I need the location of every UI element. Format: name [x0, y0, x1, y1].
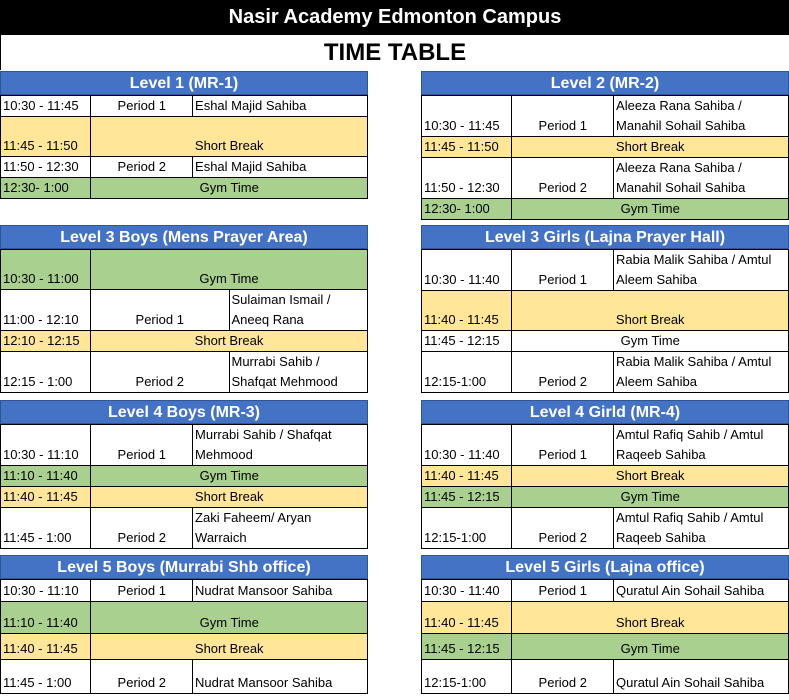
period-row [422, 508, 789, 549]
time-cell: 10:30 - 11:45 [422, 96, 512, 137]
time-cell: 12:30- 1:00 [422, 199, 512, 220]
time-cell: 11:40 - 11:45 [1, 634, 91, 660]
short-break-cell: Short Break [512, 291, 789, 331]
gym-time-cell: Gym Time [512, 199, 789, 220]
teacher-cell: Murrabi Sahib / Shafqat Mehmood [193, 425, 368, 466]
time-cell: 12:15-1:00 [422, 508, 512, 549]
period-row [1, 580, 368, 602]
period-cell: Period 2 [91, 157, 193, 178]
gym-row [422, 634, 789, 660]
teacher-cell: Aleeza Rana Sahiba / Manahil Sohail Sahiba [614, 158, 789, 199]
gym-row [422, 199, 789, 220]
page-title: TIME TABLE [0, 35, 789, 70]
gym-time-cell: Gym Time [512, 487, 789, 508]
break-row [1, 634, 368, 660]
school-title: Nasir Academy Edmonton Campus [0, 0, 789, 35]
gym-row [1, 178, 368, 199]
timetable-grid [421, 579, 789, 694]
period-cell: Period 1 [91, 96, 193, 117]
period-row [1, 352, 368, 393]
section-header: Level 5 Girls (Lajna office) [421, 555, 789, 579]
period-cell: Period 2 [512, 660, 614, 694]
section-level-4-boys [0, 400, 368, 549]
gym-row [422, 487, 789, 508]
time-cell: 10:30 - 11:40 [422, 580, 512, 602]
gym-time-cell: Gym Time [512, 634, 789, 660]
section-header: Level 4 Boys (MR-3) [0, 400, 368, 424]
time-cell: 11:45 - 11:50 [422, 137, 512, 158]
gym-time-cell: Gym Time [91, 466, 368, 487]
section-header: Level 3 Boys (Mens Prayer Area) [0, 225, 368, 249]
section-level-4-girls [421, 400, 789, 549]
section-header: Level 1 (MR-1) [0, 71, 368, 95]
period-row [1, 96, 368, 117]
teacher-cell: Nudrat Mansoor Sahiba [193, 660, 368, 694]
period-row [422, 425, 789, 466]
break-row [422, 137, 789, 158]
section-header: Level 4 Girld (MR-4) [421, 400, 789, 424]
teacher-cell: Amtul Rafiq Sahib / Amtul Raqeeb Sahiba [614, 508, 789, 549]
timetable-grid [0, 424, 368, 549]
time-cell: 11:45 - 12:15 [422, 634, 512, 660]
time-cell: 11:10 - 11:40 [1, 466, 91, 487]
short-break-cell: Short Break [512, 602, 789, 634]
section-level-3-boys [0, 225, 368, 393]
section-level-5-boys [0, 555, 368, 694]
period-row [422, 96, 789, 137]
section-header: Level 5 Boys (Murrabi Shb office) [0, 555, 368, 579]
short-break-cell: Short Break [91, 487, 368, 508]
break-row [1, 331, 368, 352]
break-row [1, 487, 368, 508]
teacher-cell: Zaki Faheem/ Aryan Warraich [193, 508, 368, 549]
period-cell: Period 1 [91, 425, 193, 466]
time-cell: 10:30 - 11:10 [1, 580, 91, 602]
period-row [1, 290, 368, 331]
gym-time-cell: Gym Time [91, 250, 368, 290]
time-cell: 11:40 - 11:45 [422, 291, 512, 331]
teacher-cell: Quratul Ain Sohail Sahiba [614, 580, 789, 602]
teacher-cell: Rabia Malik Sahiba / Amtul Aleem Sahiba [614, 352, 789, 393]
time-cell: 11:10 - 11:40 [1, 602, 91, 634]
time-cell: 11:45 - 1:00 [1, 508, 91, 549]
time-cell: 11:00 - 12:10 [1, 290, 91, 331]
section-header: Level 2 (MR-2) [421, 71, 789, 95]
short-break-cell: Short Break [91, 634, 368, 660]
time-cell: 12:30- 1:00 [1, 178, 91, 199]
short-break-cell: Short Break [512, 466, 789, 487]
period-row [422, 158, 789, 199]
time-cell: 11:40 - 11:45 [422, 602, 512, 634]
teacher-cell: Murrabi Sahib / Shafqat Mehmood [229, 352, 368, 393]
period-cell: Period 1 [512, 250, 614, 291]
time-cell: 11:45 - 12:15 [422, 487, 512, 508]
time-cell: 10:30 - 11:00 [1, 250, 91, 290]
section-level-1 [0, 71, 368, 199]
time-cell: 10:30 - 11:40 [422, 425, 512, 466]
period-cell: Period 2 [91, 660, 193, 694]
period-cell: Period 2 [512, 158, 614, 199]
time-cell: 10:30 - 11:45 [1, 96, 91, 117]
period-row [1, 660, 368, 694]
period-cell: Period 1 [91, 580, 193, 602]
period-row [1, 425, 368, 466]
teacher-cell: Aleeza Rana Sahiba / Manahil Sohail Sahiba [614, 96, 789, 137]
period-cell: Period 2 [512, 352, 614, 393]
period-row [422, 660, 789, 694]
section-level-3-girls [421, 225, 789, 393]
time-cell: 12:15-1:00 [422, 352, 512, 393]
period-row [422, 250, 789, 291]
teacher-cell: Quratul Ain Sohail Sahiba [614, 660, 789, 694]
period-cell: Period 2 [91, 508, 193, 549]
time-cell: 10:30 - 11:40 [422, 250, 512, 291]
break-row [1, 117, 368, 157]
timetable-grid [0, 249, 368, 393]
period-row [422, 352, 789, 393]
time-cell: 12:10 - 12:15 [1, 331, 91, 352]
period-cell: Period 2 [512, 508, 614, 549]
time-cell: 11:50 - 12:30 [422, 158, 512, 199]
break-row [422, 291, 789, 331]
section-level-2 [421, 71, 789, 220]
timetable-grid [0, 95, 368, 199]
section-header: Level 3 Girls (Lajna Prayer Hall) [421, 225, 789, 249]
time-cell: 11:50 - 12:30 [1, 157, 91, 178]
time-cell: 11:40 - 11:45 [422, 466, 512, 487]
gym-row [1, 466, 368, 487]
timetable-grid [421, 249, 789, 393]
teacher-cell: Nudrat Mansoor Sahiba [193, 580, 368, 602]
period-row [1, 508, 368, 549]
short-break-cell: Short Break [91, 331, 368, 352]
teacher-cell: Eshal Majid Sahiba [193, 96, 368, 117]
gym-time-cell: Gym Time [91, 602, 368, 634]
gym-row [1, 602, 368, 634]
break-row [422, 466, 789, 487]
teacher-cell: Eshal Majid Sahiba [193, 157, 368, 178]
gym-time-cell: Gym Time [91, 178, 368, 199]
period-row [1, 157, 368, 178]
teacher-cell: Sulaiman Ismail / Aneeq Rana [229, 290, 368, 331]
time-cell: 11:45 - 12:15 [422, 331, 512, 352]
period-cell: Period 1 [91, 290, 230, 331]
gym-row [422, 331, 789, 352]
teacher-cell: Rabia Malik Sahiba / Amtul Aleem Sahiba [614, 250, 789, 291]
short-break-cell: Short Break [91, 117, 368, 157]
period-cell: Period 2 [91, 352, 230, 393]
period-cell: Period 1 [512, 96, 614, 137]
time-cell: 11:45 - 11:50 [1, 117, 91, 157]
time-cell: 11:45 - 1:00 [1, 660, 91, 694]
timetable-grid [0, 579, 368, 694]
timetable-grid [421, 95, 789, 220]
short-break-cell: Short Break [512, 137, 789, 158]
period-row [422, 580, 789, 602]
break-row [422, 602, 789, 634]
time-cell: 10:30 - 11:10 [1, 425, 91, 466]
time-cell: 12:15-1:00 [422, 660, 512, 694]
section-level-5-girls [421, 555, 789, 694]
gym-time-cell: Gym Time [512, 331, 789, 352]
timetable-grid [421, 424, 789, 549]
period-cell: Period 1 [512, 580, 614, 602]
teacher-cell: Amtul Rafiq Sahib / Amtul Raqeeb Sahiba [614, 425, 789, 466]
time-cell: 12:15 - 1:00 [1, 352, 91, 393]
gym-row [1, 250, 368, 290]
time-cell: 11:40 - 11:45 [1, 487, 91, 508]
period-cell: Period 1 [512, 425, 614, 466]
